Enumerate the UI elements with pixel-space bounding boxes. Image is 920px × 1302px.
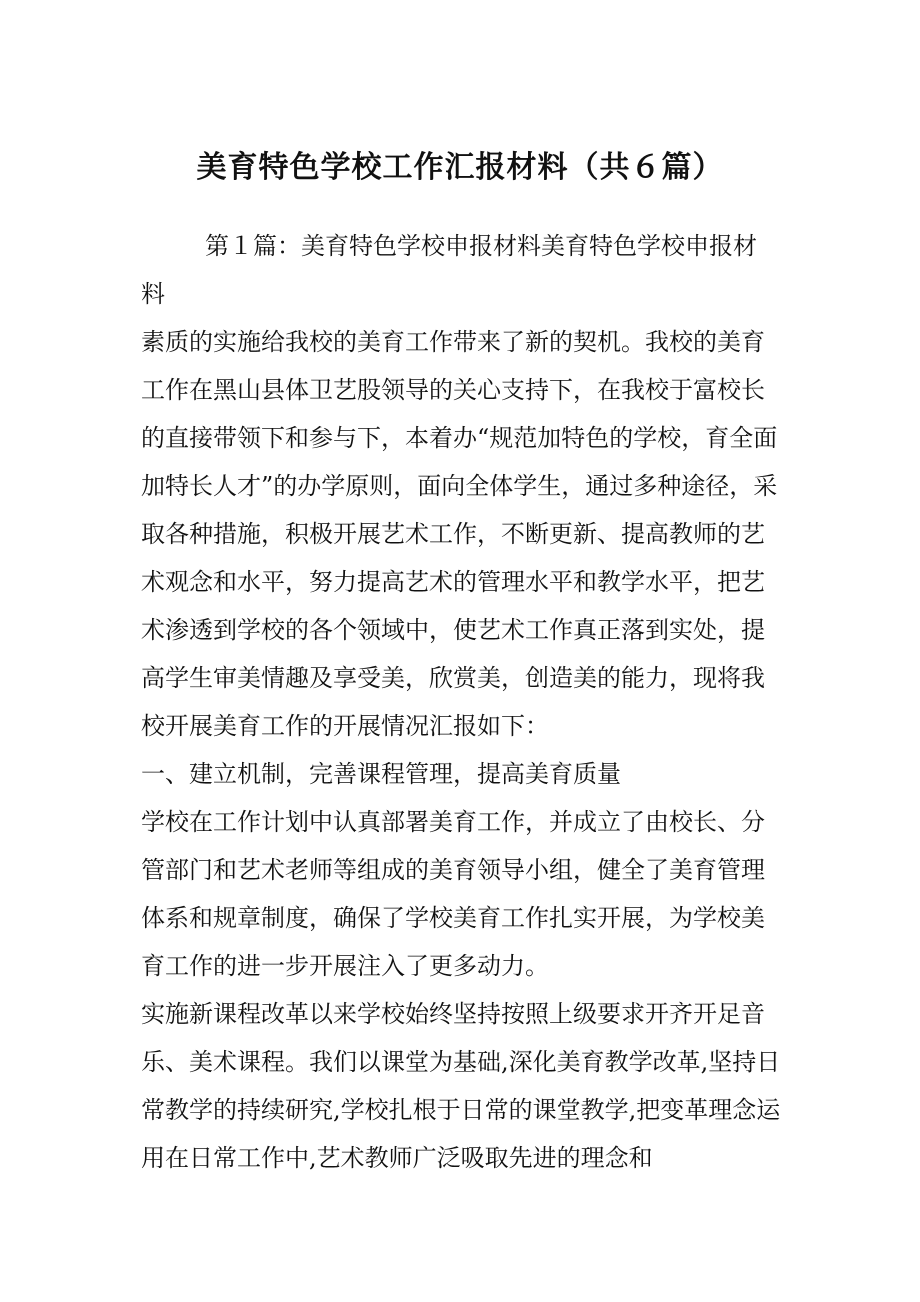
section-heading-1: 一、建立机制，完善课程管理，提高美育质量 [141,760,621,788]
chapter-heading-line-1: 第１篇：美育特色学校申报材料美育特色学校申报材 [205,232,757,260]
chapter-heading [141,222,781,318]
document-title: 美育特色学校工作汇报材料（共６篇） [196,150,724,185]
chapter-heading-line-2: 料 [141,280,165,308]
paragraph-management: 学校在工作计划中认真部署美育工作，并成立了由校长、分管部门和艺术老师等组成的美育领导小组，健全了美育管理体系和规章制度，确保了学校美育工作扎实开展，为学校美育工作的进一步开展注入了更多动力。 [141,808,765,980]
paragraph-intro: 素质的实施给我校的美育工作带来了新的契机。我校的美育工作在黑山县体卫艺股领导的关心支持下，在我校于富校长的直接带领下和参与下，本着办“规范加特色的学校，育全面加特长人才”的办学原则，面向全体学生，通过多种途径，采取各种措施，积极开展艺术工作，不断更新、提高教师的艺术观念和水平，努力提高艺术的管理水平和教学水平，把艺术渗透到学校的各个领域中，使艺术工作真正落到实处，提高学生审美情趣及享受美，欣赏美，创造美的能力，现将我校开展美育工作的开展情况汇报如下： [141,328,778,740]
document-body [141,318,781,1182]
paragraph-curriculum: 实施新课程改革以来学校始终坚持按照上级要求开齐开足音乐、美术课程。我们以课堂为基础,深化美育教学改革,坚持日常教学的持续研究,学校扎根于日常的课堂教学,把变革理念运用在日常工作中,艺术教师广泛吸取先进的理念和 [141,1000,781,1172]
